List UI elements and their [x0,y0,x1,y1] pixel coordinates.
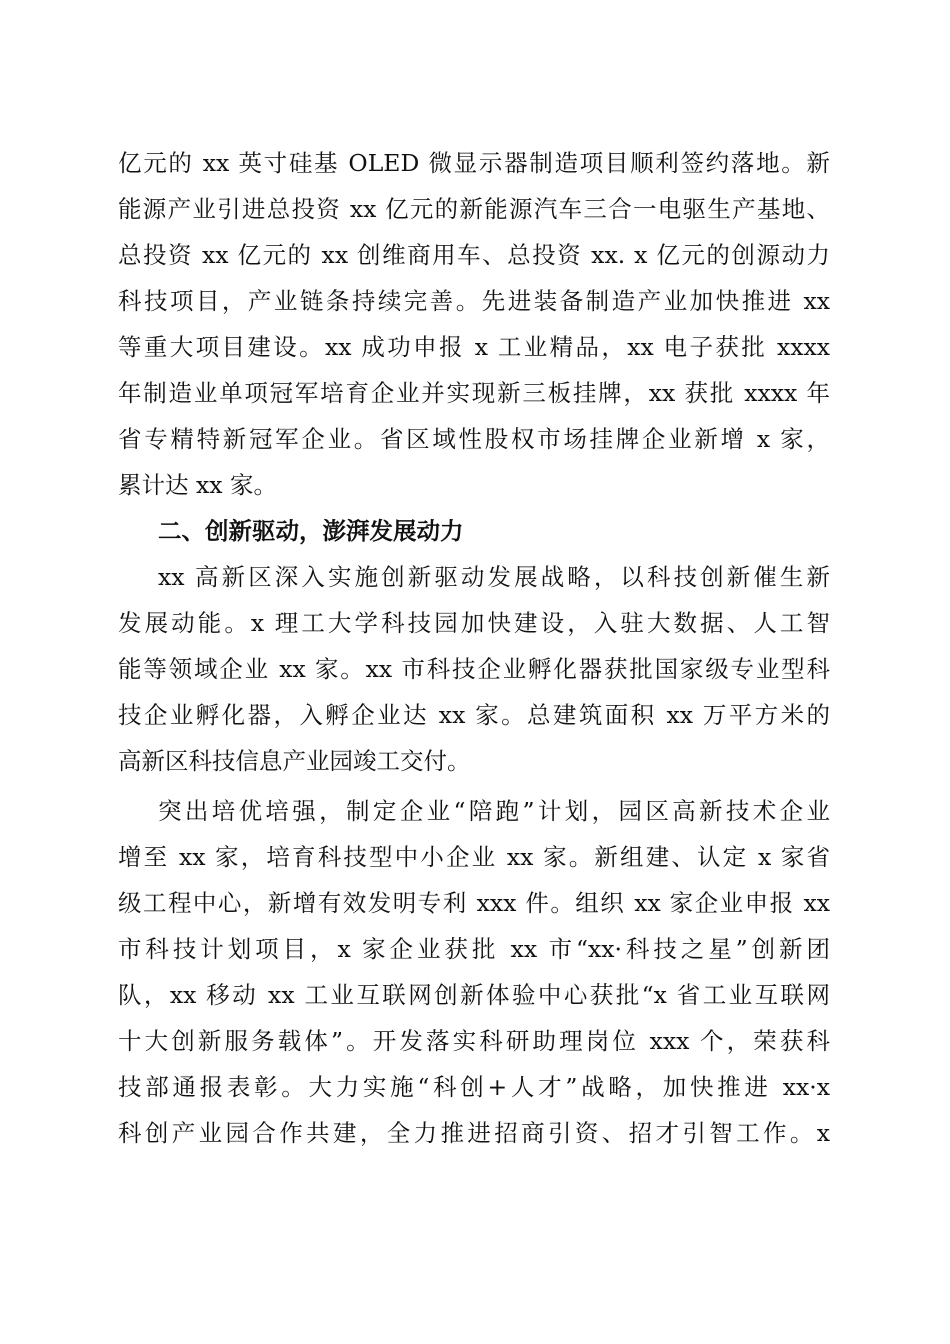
text-line: 十大创新服务载体”。开发落实科研助理岗位 xxx 个，荣获科 [118,1027,830,1055]
text-line: 等重大项目建设。xx 成功申报 x 工业精品，xx 电子获批 xxxx [118,333,830,361]
section-heading: 二、创新驱动，澎湃发展动力 [158,517,464,545]
paragraph-industry-projects [118,140,830,508]
text-line: 队，xx 移动 xx 工业互联网创新体验中心获批“x 省工业互联网 [118,981,830,1009]
text-line: 发展动能。x 理工大学科技园加快建设，入驻大数据、人工智 [118,609,830,637]
text-line: 市科技计划项目，x 家企业获批 xx 市“xx·科技之星”创新团 [118,935,830,963]
text-line: 科创产业园合作共建，全力推进招商引资、招才引智工作。x [118,1119,830,1147]
text-line: 年制造业单项冠军培育企业并实现新三板挂牌，xx 获批 xxxx 年 [118,379,830,407]
text-line: 能等领域企业 xx 家。xx 市科技企业孵化器获批国家级专业型科 [118,655,830,683]
document-body [118,140,830,1156]
text-line: 亿元的 xx 英寸硅基 OLED 微显示器制造项目顺利签约落地。新 [118,149,830,177]
text-line: 能源产业引进总投资 xx 亿元的新能源汽车三合一电驱生产基地、 [118,195,830,223]
text-line: 高新区科技信息产业园竣工交付。 [118,747,471,775]
text-line: 省专精特新冠军企业。省区域性股权市场挂牌企业新增 x 家， [118,425,830,453]
text-line: 技企业孵化器，入孵企业达 xx 家。总建筑面积 xx 万平方米的 [118,701,830,729]
text-line: 级工程中心，新增有效发明专利 xxx 件。组织 xx 家企业申报 xx [118,889,830,917]
text-line: 总投资 xx 亿元的 xx 创维商用车、总投资 xx. x 亿元的创源动力 [118,241,830,269]
text-line: xx 高新区深入实施创新驱动发展战略，以科技创新催生新 [158,563,830,591]
text-line: 突出培优培强，制定企业“陪跑”计划，园区高新技术企业 [158,797,830,825]
paragraph-innovation [118,554,830,784]
text-line: 科技项目，产业链条持续完善。先进装备制造产业加快推进 xx [118,287,830,315]
text-line: 累计达 xx 家。 [118,471,277,499]
paragraph-enterprise-cultivation [118,788,830,1156]
text-line: 增至 xx 家，培育科技型中小企业 xx 家。新组建、认定 x 家省 [118,843,830,871]
text-line: 技部通报表彰。大力实施“科创+人才”战略，加快推进 xx·x [118,1073,830,1101]
